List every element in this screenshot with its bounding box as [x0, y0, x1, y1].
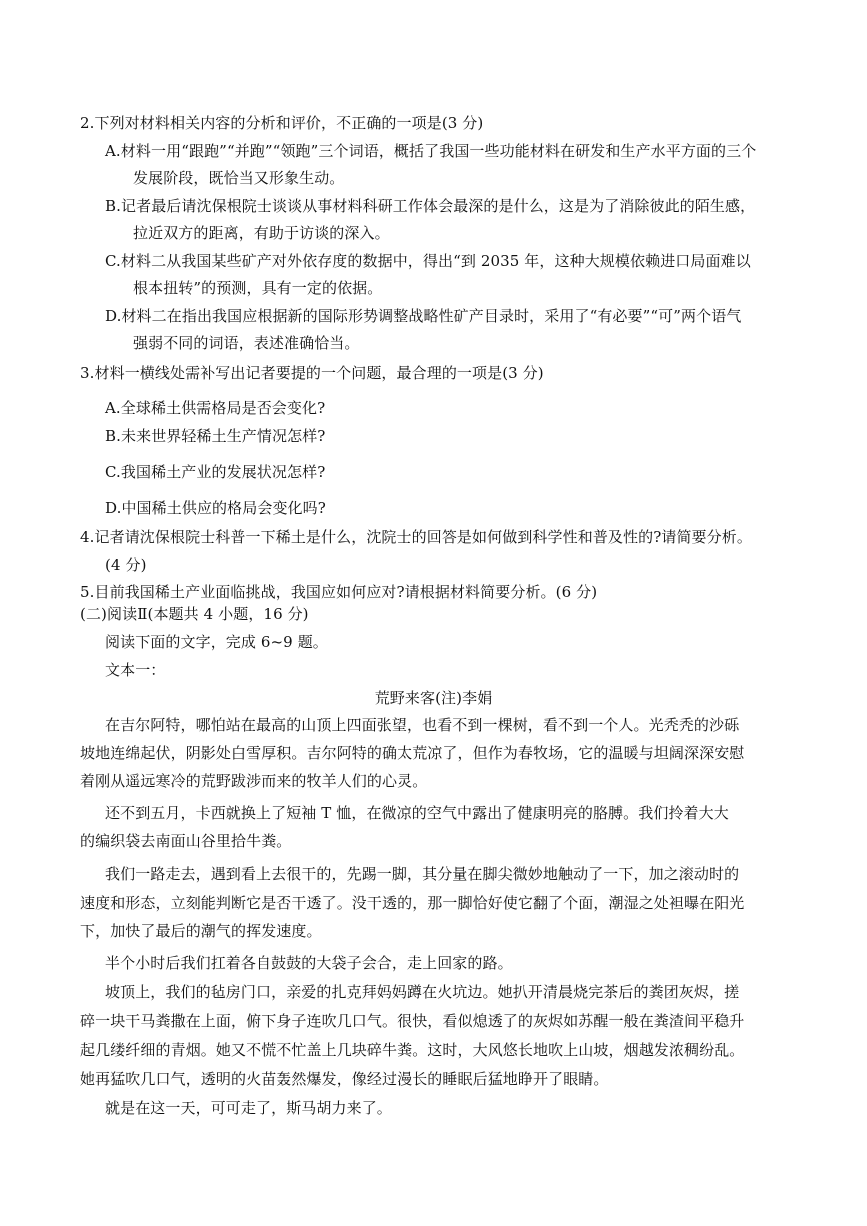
- question-3-stem: 3.材料一横线处需补写出记者要提的一个问题，最合理的一项是(3 分): [80, 364, 544, 382]
- question-2-option-c: C.材料二从我国某些矿产对外依存度的数据中，得出“到 2035 年，这种大规模依赖进口局面难以: [105, 252, 751, 270]
- question-3-option-a: A.全球稀土供需格局是否会变化?: [105, 399, 326, 417]
- question-3-option-d: D.中国稀土供应的格局会变化吗?: [105, 499, 326, 517]
- question-2-option-c-cont: 根本扭转”的预测，具有一定的依据。: [133, 279, 383, 297]
- passage-line: 坡顶上，我们的毡房门口，亲爱的扎克拜妈妈蹲在火坑边。她扒开清晨烧完茶后的粪团灰烬，搓: [105, 983, 740, 1001]
- passage-line: 半个小时后我们扛着各自鼓鼓的大袋子会合，走上回家的路。: [105, 954, 513, 972]
- question-2-option-d: D.材料二在指出我国应根据新的国际形势调整战略性矿产目录时，采用了“有必要”“可”两个语气: [105, 307, 742, 325]
- passage-line: 下，加快了最后的潮气的挥发速度。: [80, 922, 322, 940]
- section-heading: (二)阅读Ⅱ(本题共 4 小题，16 分): [80, 605, 309, 623]
- passage-line: 速度和形态，立刻能判断它是否干透了。没干透的，那一脚恰好使它翻了个面，潮湿之处袒曝在阳光: [80, 894, 745, 912]
- passage-line: 的编织袋去南面山谷里拾牛粪。: [80, 832, 292, 850]
- passage-line: 碎一块干马粪撒在上面，俯下身子连吹几口气。很快，看似熄透了的灰烬如苏醒一般在粪渣间平稳升: [80, 1012, 745, 1030]
- passage-line: 她再猛吹几口气，透明的火苗轰然爆发，像经过漫长的睡眠后猛地睁开了眼睛。: [80, 1070, 609, 1088]
- passage-title: 荒野来客(注)李娟: [374, 689, 493, 707]
- question-2-stem: 2.下列对材料相关内容的分析和评价，不正确的一项是(3 分): [80, 114, 484, 132]
- passage-line: 还不到五月，卡西就换上了短袖 T 恤，在微凉的空气中露出了健康明亮的胳膊。我们拎着大大: [105, 804, 729, 822]
- text-label: 文本一：: [105, 661, 166, 679]
- question-2-option-d-cont: 强弱不同的词语，表述准确恰当。: [133, 334, 360, 352]
- question-3-option-c: C.我国稀土产业的发展状况怎样?: [105, 463, 326, 481]
- passage-line: 着刚从遥远寒冷的荒野跋涉而来的牧羊人们的心灵。: [80, 772, 428, 790]
- passage-line: 坡地连绵起伏，阴影处白雪厚积。吉尔阿特的确太荒凉了，但作为春牧场，它的温暖与坦阔深深安慰: [80, 744, 745, 762]
- question-3-option-b: B.未来世界轻稀土生产情况怎样?: [105, 427, 326, 445]
- question-4-stem: 4.记者请沈保根院士科普一下稀土是什么，沈院士的回答是如何做到科学性和普及性的?请简要分析。: [80, 528, 752, 546]
- question-2-option-b: B.记者最后请沈保根院士谈谈从事材料科研工作体会最深的是什么，这是为了消除彼此的陌生感，: [105, 197, 756, 215]
- passage-line: 起几缕纤细的青烟。她又不慌不忙盖上几块碎牛粪。这时，大风悠长地吹上山坡，烟越发浓稠纷乱。: [80, 1041, 745, 1059]
- passage-line: 在吉尔阿特，哪怕站在最高的山顶上四面张望，也看不到一棵树，看不到一个人。光秃秃的沙砾: [105, 716, 740, 734]
- question-2-option-b-cont: 拉近双方的距离，有助于访谈的深入。: [133, 224, 390, 242]
- passage-line: 就是在这一天，可可走了，斯马胡力来了。: [105, 1099, 392, 1117]
- section-instruction: 阅读下面的文字，完成 6~9 题。: [105, 633, 328, 651]
- question-5-stem: 5.目前我国稀土产业面临挑战，我国应如何应对?请根据材料简要分析。(6 分): [80, 583, 598, 601]
- passage-line: 我们一路走去，遇到看上去很干的，先踢一脚，其分量在脚尖微妙地触动了一下，加之滚动时的: [105, 865, 740, 883]
- question-2-option-a-cont: 发展阶段，既恰当又形象生动。: [133, 169, 345, 187]
- question-4-points: (4 分): [105, 556, 147, 574]
- question-2-option-a: A.材料一用“跟跑”“并跑”“领跑”三个词语，概括了我国一些功能材料在研发和生产水平方面的三个: [105, 142, 757, 160]
